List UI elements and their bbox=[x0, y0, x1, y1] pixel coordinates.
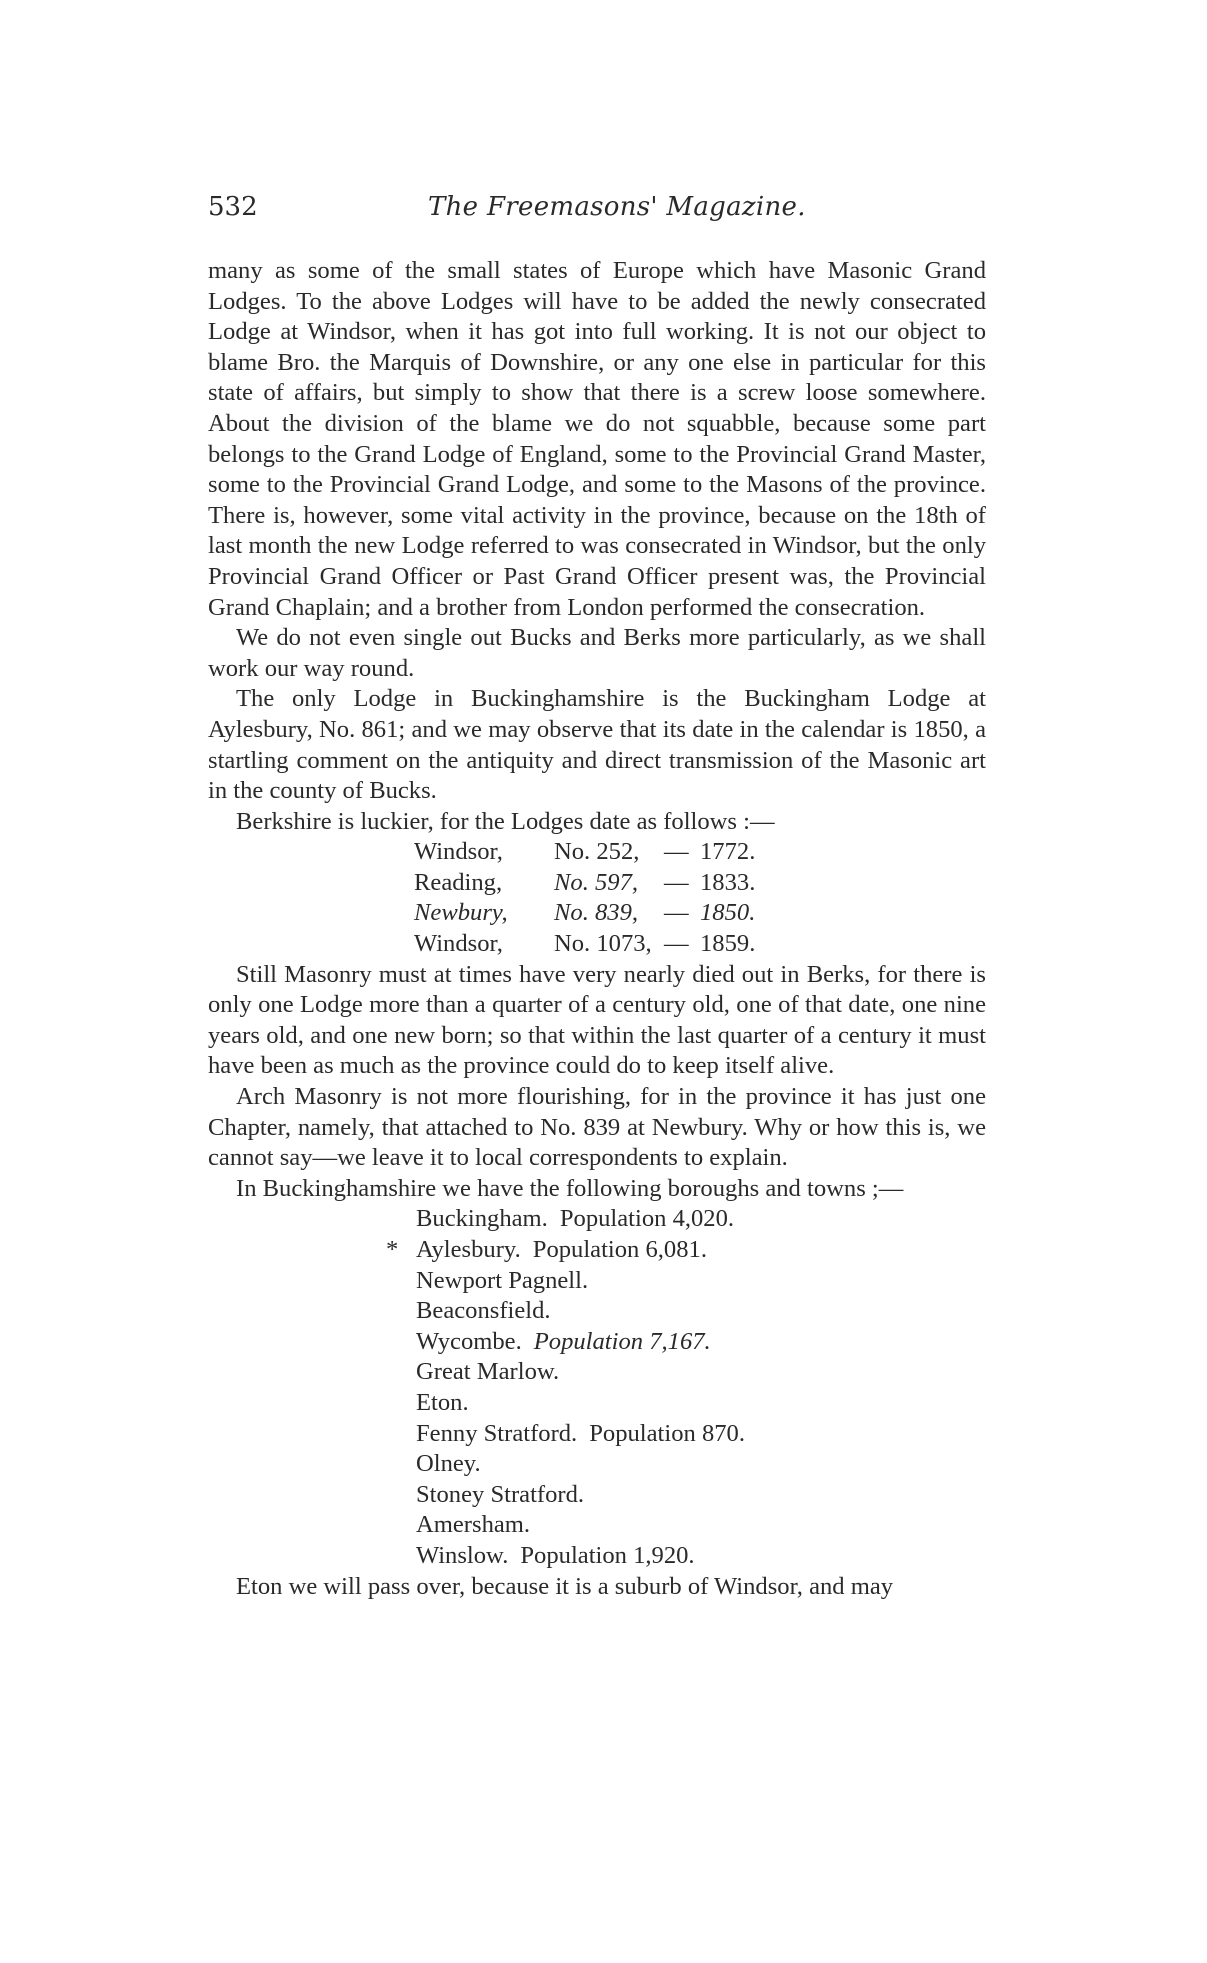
page-header bbox=[208, 192, 988, 232]
town-item bbox=[396, 1296, 986, 1327]
lodge-year: 1772. bbox=[700, 838, 756, 866]
town-name: Newport Pagnell. bbox=[416, 1266, 589, 1294]
towns-list bbox=[386, 1204, 986, 1571]
lodge-number: No. 597, bbox=[554, 868, 639, 896]
paragraph: many as some of the small states of Europe which have Masonic Grand Lodges. To the above Lodges will have to be added the newly consecrated Lodge at Windsor, when it has got into full working. It is not our object to blame Bro. the Marquis of Downshire, or any one else in particular for this state of affairs, but simply to show that there is a screw loose somewhere. About the division of the blame we do not squabble, because some part belongs to the Grand Lodge of England, some to the Provincial Grand Master, some to the Provincial Grand Lodge, and some to the Masons of the province. There is, however, some vital activity in the province, because on the 18th of last month the new Lodge referred to was consecrated in Windsor, but the only Provincial Grand Officer or Past Grand Officer present was, the Provincial Grand Chaplain; and a brother from London performed the consecration. bbox=[208, 257, 986, 621]
lodge-year: 1850. bbox=[700, 899, 756, 927]
town-name: Winslow. bbox=[416, 1541, 509, 1569]
town-name: Olney. bbox=[416, 1450, 481, 1478]
town-item bbox=[396, 1541, 986, 1572]
lodge-number: No. 839, bbox=[554, 899, 639, 927]
town-item bbox=[396, 1449, 986, 1480]
magazine-title: The Freemasons' Magazine. bbox=[428, 192, 806, 222]
town-population: Population 7,167. bbox=[533, 1327, 711, 1355]
lodge-town: Reading, bbox=[414, 868, 503, 896]
lodge-dash: — bbox=[664, 868, 689, 896]
town-population: Population 6,081. bbox=[532, 1236, 707, 1263]
town-item bbox=[396, 1480, 986, 1511]
town-name: Beaconsfield. bbox=[416, 1297, 551, 1325]
article-body bbox=[208, 256, 986, 1602]
paragraph: Eton we will pass over, because it is a suburb of Windsor, and may bbox=[236, 1572, 894, 1600]
lodge-number: No. 252, bbox=[554, 838, 640, 866]
lodge-year: 1859. bbox=[700, 930, 756, 958]
town-name: Great Marlow. bbox=[416, 1358, 560, 1386]
lodge-row bbox=[414, 837, 755, 868]
town-item bbox=[396, 1419, 986, 1450]
paragraph: Berkshire is luckier, for the Lodges date as follows :— bbox=[236, 807, 775, 835]
town-mark: * bbox=[386, 1236, 399, 1263]
lodge-row bbox=[414, 868, 755, 899]
town-item bbox=[396, 1266, 986, 1297]
lodge-row bbox=[414, 929, 755, 960]
lodge-dash: — bbox=[664, 838, 689, 866]
town-name: Fenny Stratford. bbox=[416, 1419, 578, 1447]
lodge-town: Windsor, bbox=[414, 930, 503, 958]
paragraph: In Buckinghamshire we have the following boroughs and towns ;— bbox=[236, 1174, 904, 1202]
town-name: Eton. bbox=[416, 1388, 469, 1416]
town-item bbox=[396, 1327, 986, 1358]
town-name: Amersham. bbox=[416, 1511, 531, 1539]
town-name: Aylesbury. bbox=[416, 1236, 521, 1263]
lodge-row bbox=[414, 898, 755, 929]
town-population: Population 4,020. bbox=[559, 1205, 735, 1233]
paragraph: We do not even single out Bucks and Berks more particularly, as we shall work our way round. bbox=[208, 624, 986, 682]
lodge-dates-table bbox=[414, 837, 755, 959]
lodge-dash: — bbox=[664, 899, 689, 927]
lodge-year: 1833. bbox=[700, 868, 756, 896]
lodge-town: Windsor, bbox=[414, 838, 503, 866]
lodge-dash: — bbox=[664, 930, 689, 958]
town-name: Buckingham. bbox=[416, 1205, 548, 1233]
page-number: 532 bbox=[208, 192, 258, 222]
lodge-number: No. 1073, bbox=[554, 930, 652, 958]
town-population: Population 1,920. bbox=[520, 1541, 695, 1569]
town-population: Population 870. bbox=[589, 1419, 745, 1447]
paragraph: Still Masonry must at times have very nearly died out in Berks, for there is only one Lodge more than a quarter of a century old, one of that date, one nine years old, and one new born; so that within the last quarter of a century it must have been as much as the province could do to keep itself alive. bbox=[208, 960, 986, 1080]
town-item bbox=[396, 1204, 986, 1235]
town-item bbox=[396, 1357, 986, 1388]
lodge-town: Newbury, bbox=[414, 899, 508, 927]
town-item bbox=[396, 1510, 986, 1541]
town-name: Wycombe. bbox=[416, 1327, 522, 1355]
town-item bbox=[386, 1235, 986, 1266]
town-item bbox=[396, 1388, 986, 1419]
paragraph: The only Lodge in Buckinghamshire is the Buckingham Lodge at Aylesbury, No. 861; and we may observe that its date in the calendar is 1850, a startling comment on the antiquity and direct transmission of the Masonic art in the county of Bucks. bbox=[208, 685, 986, 805]
town-name: Stoney Stratford. bbox=[416, 1480, 585, 1508]
paragraph: Arch Masonry is not more flourishing, for in the province it has just one Chapter, namely, that attached to No. 839 at Newbury. Why or how this is, we cannot say—we leave it to local correspondents to explain. bbox=[208, 1083, 986, 1172]
